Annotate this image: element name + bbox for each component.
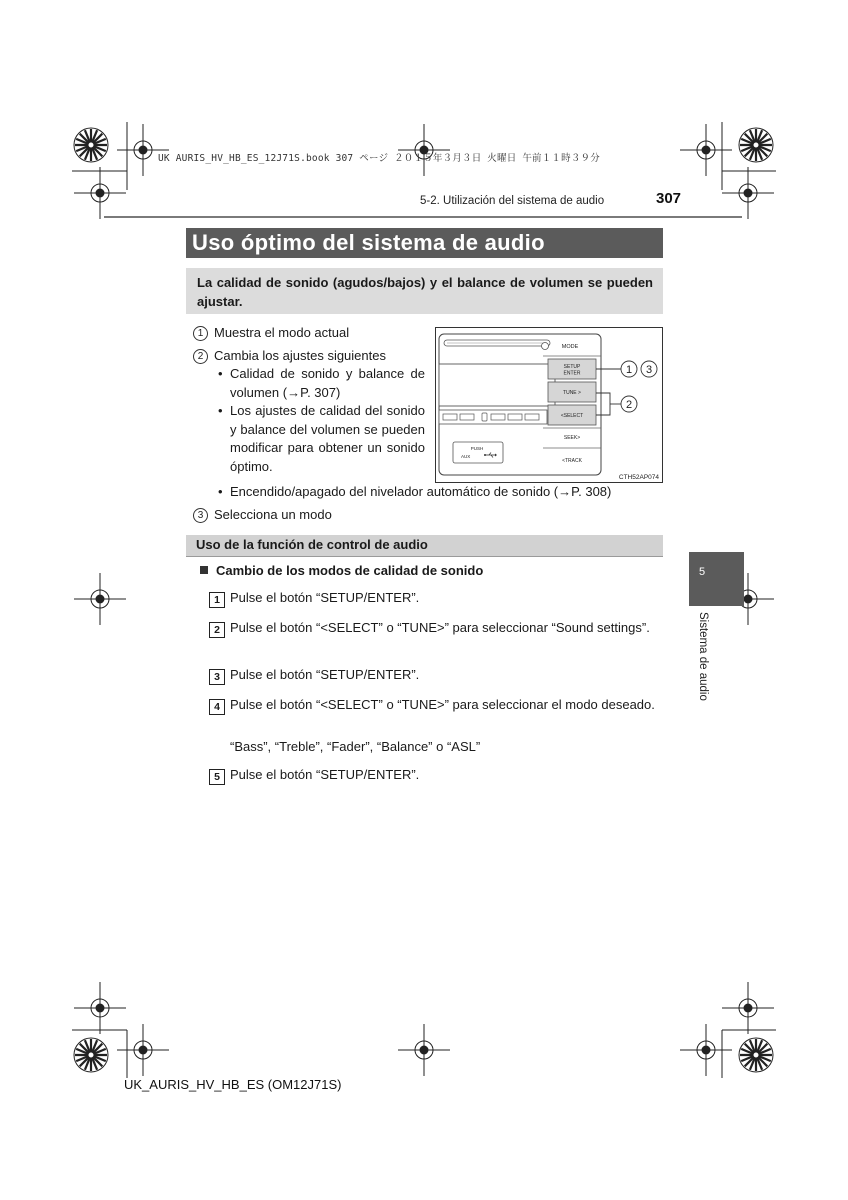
step-text: Pulse el botón “SETUP/ENTER”. <box>230 767 420 782</box>
step-number: 4 <box>209 699 225 715</box>
step-text: Pulse el botón “<SELECT” o “TUNE>” para seleccionar el modo deseado. <box>230 697 655 712</box>
bullet-item: Encendido/apagado del nivelador automático de sonido (→P. 308) <box>230 484 612 499</box>
callout-1: 1 <box>625 364 633 376</box>
bullet-item: Calidad de sonido y balance de volumen (→P. 307) <box>230 366 425 400</box>
step-text: Pulse el botón “<SELECT” o “TUNE>” para seleccionar “Sound settings”. <box>230 620 650 635</box>
print-metadata: UK AURIS_HV_HB_ES_12J71S.book 307 ページ ２０１５年３月３日 火曜日 午前１１時３９分 <box>158 153 600 164</box>
chapter-tab <box>689 552 744 606</box>
callout-2: 2 <box>625 399 633 411</box>
list-item <box>193 347 386 365</box>
mode-button-label: MODE <box>561 344 579 350</box>
push-label: PUSH <box>470 446 484 451</box>
enter-button-label: ENTER <box>563 370 581 377</box>
step-text: Pulse el botón “SETUP/ENTER”. <box>230 667 420 682</box>
figure-code: CTH52AP074 <box>618 474 659 481</box>
bullet-dot: • <box>218 484 223 499</box>
chapter-label: Sistema de audio <box>697 612 709 701</box>
list-item-text: Selecciona un modo <box>214 507 332 522</box>
list-item <box>193 506 332 524</box>
callout-3: 3 <box>645 364 653 376</box>
callout-number: 1 <box>193 326 208 341</box>
bullet-item: Los ajustes de calidad del sonido y balance del volumen se pueden modificar para obtener un sonido óptimo. <box>230 403 425 474</box>
procedure-heading <box>200 563 483 578</box>
list-item-text: Muestra el modo actual <box>214 325 350 340</box>
chapter-number: 5 <box>699 566 706 578</box>
step-number: 3 <box>209 669 225 685</box>
step-number: 1 <box>209 592 225 608</box>
header-rule <box>104 216 742 218</box>
list-item-text: Cambia los ajustes siguientes <box>214 348 386 363</box>
callout-number: 3 <box>193 508 208 523</box>
select-button-label: <SELECT <box>560 413 584 419</box>
seek-button-label: SEEK> <box>563 435 581 441</box>
page-title: Uso óptimo del sistema de audio <box>192 230 545 255</box>
audio-panel-illustration <box>435 327 663 483</box>
step-note: “Bass”, “Treble”, “Fader”, “Balance” o “ASL” <box>230 739 481 754</box>
page-number: 307 <box>656 190 682 207</box>
track-button-label: <TRACK <box>562 458 582 464</box>
step-number: 2 <box>209 622 225 638</box>
aux-label: AUX <box>461 454 471 459</box>
intro-box <box>186 268 663 314</box>
callout-number: 2 <box>193 349 208 364</box>
footer-code: UK_AURIS_HV_HB_ES (OM12J71S) <box>124 1077 342 1092</box>
procedure-heading-text: Cambio de los modos de calidad de sonido <box>216 563 484 578</box>
subsection-title: Uso de la función de control de audio <box>196 537 428 552</box>
square-bullet-icon <box>200 566 208 574</box>
running-header: 5-2. Utilización del sistema de audio <box>420 195 605 207</box>
tune-button-label: TUNE > <box>563 390 581 396</box>
title-bar <box>186 228 663 258</box>
step-number: 5 <box>209 769 225 785</box>
setup-button-label: SETUP <box>563 364 581 370</box>
bullet-dot: • <box>218 366 223 381</box>
step-text: Pulse el botón “SETUP/ENTER”. <box>230 590 420 605</box>
intro-text: La calidad de sonido (agudos/bajos) y el balance de volumen se pueden ajustar. <box>197 275 653 309</box>
subsection-bar <box>186 535 663 557</box>
bullet-dot: • <box>218 403 223 418</box>
list-item <box>193 324 349 342</box>
